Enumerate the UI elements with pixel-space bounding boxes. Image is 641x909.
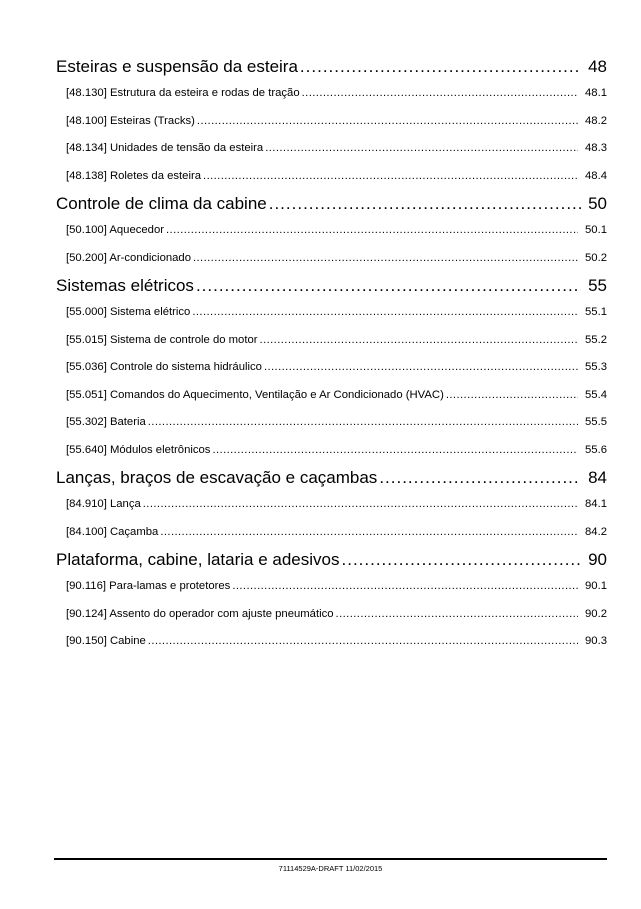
- footer-doc-id: 71114529A-DRAFT 11/02/2015: [278, 864, 383, 873]
- dot-leader: [264, 354, 578, 382]
- toc-entry-page: 90.2: [585, 607, 607, 620]
- toc-section: [56, 546, 607, 656]
- dot-leader: [203, 163, 578, 191]
- toc-section-heading[interactable]: [56, 546, 607, 573]
- dot-leader: [265, 135, 578, 163]
- dot-leader: [148, 628, 578, 656]
- toc-entry[interactable]: [56, 573, 607, 601]
- toc-entry[interactable]: [56, 108, 607, 136]
- toc-section-heading[interactable]: [56, 464, 607, 491]
- toc-entry[interactable]: [56, 299, 607, 327]
- dot-leader: [342, 546, 582, 573]
- toc-entry-page: 55.3: [585, 361, 607, 373]
- toc-entry-page: 55.5: [585, 416, 607, 428]
- toc-section-heading[interactable]: [56, 190, 607, 217]
- toc-entry-page: 48.1: [585, 87, 607, 99]
- toc-entry-page: 55.2: [585, 333, 607, 346]
- toc-entry[interactable]: [56, 437, 607, 465]
- dot-leader: [446, 382, 578, 410]
- toc-entry-page: 90.3: [585, 635, 607, 647]
- dot-leader: [193, 245, 578, 273]
- footer: [54, 858, 607, 873]
- toc-section-title: Lanças, braços de escavação e caçambas: [56, 468, 378, 487]
- toc-section-page: 48: [588, 57, 607, 76]
- dot-leader: [300, 53, 581, 80]
- dot-leader: [196, 272, 581, 299]
- toc-entry-title: [50.100] Aquecedor: [66, 224, 164, 236]
- toc-entry-page: 84.2: [585, 525, 607, 538]
- dot-leader: [302, 80, 578, 108]
- toc-entry-title: [55.640] Módulos eletrônicos: [66, 443, 211, 456]
- toc-entry-page: 84.1: [585, 498, 607, 510]
- toc-entry-page: 90.1: [585, 580, 607, 592]
- toc-entry-title: [48.130] Estrutura da esteira e rodas de tração: [66, 87, 300, 99]
- toc-entry-page: 48.3: [585, 142, 607, 154]
- toc-entry-title: [84.100] Caçamba: [66, 525, 159, 538]
- toc-entry[interactable]: [56, 217, 607, 245]
- toc-section-title: Sistemas elétricos: [56, 276, 194, 295]
- toc-section-heading[interactable]: [56, 53, 607, 80]
- toc-entry[interactable]: [56, 80, 607, 108]
- toc-section: [56, 464, 607, 546]
- toc-entry[interactable]: [56, 601, 607, 629]
- dot-leader: [166, 217, 578, 245]
- toc-entry[interactable]: [56, 245, 607, 273]
- toc-entry[interactable]: [56, 491, 607, 519]
- toc-section: [56, 190, 607, 272]
- toc-section-title: Esteiras e suspensão da esteira: [56, 57, 298, 76]
- table-of-contents: [56, 53, 607, 656]
- toc-section-page: 50: [588, 194, 607, 213]
- toc-entry-title: [50.200] Ar-condicionado: [66, 251, 191, 264]
- dot-leader: [192, 299, 578, 327]
- toc-entry-page: 55.4: [585, 388, 607, 401]
- toc-entry[interactable]: [56, 163, 607, 191]
- toc-entry-title: [90.124] Assento do operador com ajuste pneumático: [66, 607, 334, 620]
- toc-section-page: 84: [588, 468, 607, 487]
- toc-entry[interactable]: [56, 135, 607, 163]
- toc-entry-page: 50.1: [585, 224, 607, 236]
- toc-entry-page: 48.2: [585, 114, 607, 127]
- toc-entry-title: [90.116] Para-lamas e protetores: [66, 580, 231, 592]
- toc-entry-title: [55.000] Sistema elétrico: [66, 306, 191, 318]
- dot-leader: [336, 601, 578, 629]
- toc-entry[interactable]: [56, 519, 607, 547]
- toc-section: [56, 53, 607, 190]
- toc-section: [56, 272, 607, 464]
- toc-entry-page: 55.1: [585, 306, 607, 318]
- toc-entry[interactable]: [56, 409, 607, 437]
- toc-entry[interactable]: [56, 327, 607, 355]
- toc-section-title: Plataforma, cabine, lataria e adesivos: [56, 550, 340, 569]
- dot-leader: [212, 437, 578, 465]
- toc-entry-page: 55.6: [585, 443, 607, 456]
- toc-entry[interactable]: [56, 354, 607, 382]
- dot-leader: [269, 190, 581, 217]
- toc-entry-title: [48.138] Roletes da esteira: [66, 169, 202, 182]
- toc-entry-page: 48.4: [585, 169, 607, 182]
- dot-leader: [143, 491, 578, 519]
- toc-section-page: 55: [588, 276, 607, 295]
- toc-section-heading[interactable]: [56, 272, 607, 299]
- toc-section-title: Controle de clima da cabine: [56, 194, 267, 213]
- toc-entry-title: [90.150] Cabine: [66, 635, 146, 647]
- toc-entry[interactable]: [56, 628, 607, 656]
- toc-entry-page: 50.2: [585, 251, 607, 264]
- toc-entry-title: [84.910] Lança: [66, 498, 141, 510]
- dot-leader: [160, 519, 578, 547]
- toc-section-page: 90: [588, 550, 607, 569]
- toc-entry-title: [55.036] Controle do sistema hidráulico: [66, 361, 262, 373]
- dot-leader: [148, 409, 578, 437]
- toc-entry[interactable]: [56, 382, 607, 410]
- dot-leader: [379, 464, 581, 491]
- dot-leader: [260, 327, 578, 355]
- toc-entry-title: [55.302] Bateria: [66, 416, 146, 428]
- toc-entry-title: [55.015] Sistema de controle do motor: [66, 333, 258, 346]
- toc-entry-title: [55.051] Comandos do Aquecimento, Ventilação e Ar Condicionado (HVAC): [66, 388, 444, 401]
- dot-leader: [232, 573, 578, 601]
- toc-entry-title: [48.134] Unidades de tensão da esteira: [66, 142, 264, 154]
- toc-entry-title: [48.100] Esteiras (Tracks): [66, 114, 195, 127]
- dot-leader: [197, 108, 578, 136]
